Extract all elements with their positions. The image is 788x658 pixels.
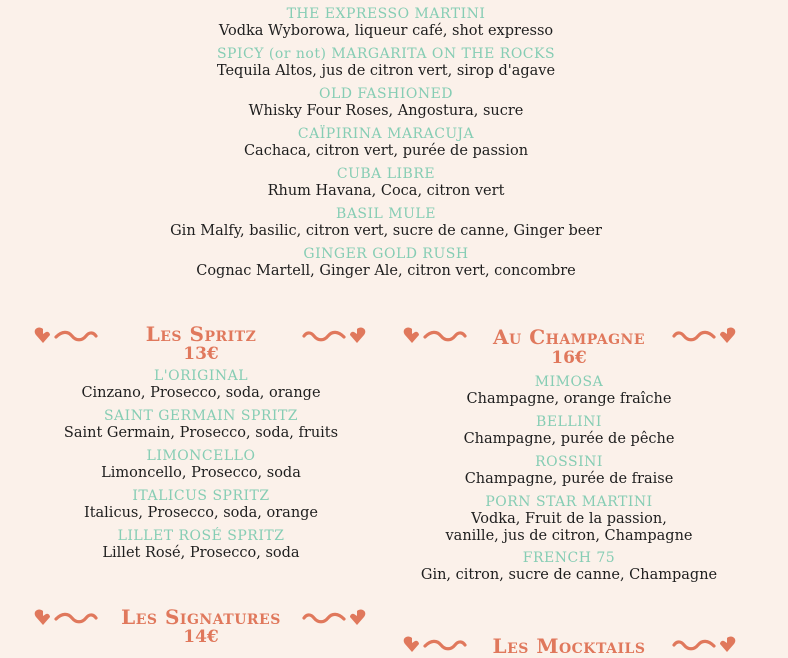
- item-name: ROSSINI: [535, 454, 603, 470]
- item-description: Lillet Rosé, Prosecco, soda: [102, 545, 300, 561]
- menu-item: [0, 46, 772, 80]
- item-description-line2: vanille, jus de citron, Champagne: [445, 528, 693, 544]
- item-description: Cinzano, Prosecco, soda, orange: [81, 385, 321, 401]
- item-description: Cachaca, citron vert, purée de passion: [243, 143, 529, 159]
- menu-item: [0, 6, 772, 40]
- menu-item: [398, 454, 740, 488]
- item-description: Italicus, Prosecco, soda, orange: [83, 505, 319, 521]
- item-description: Whisky Four Roses, Angostura, sucre: [248, 103, 524, 119]
- item-description: Champagne, orange fraîche: [466, 391, 672, 407]
- section-price-champagne: 16€: [551, 348, 587, 368]
- menu-item: [398, 550, 740, 584]
- item-description: Tequila Altos, jus de citron vert, sirop d'agave: [216, 63, 556, 79]
- item-name: BELLINI: [536, 414, 602, 430]
- item-description: Gin, citron, sucre de canne, Champagne: [420, 567, 718, 583]
- item-description: Vodka, Fruit de la passion,: [471, 511, 667, 527]
- section-title-mocktails: Les Mocktails: [492, 634, 646, 658]
- section-price-spritz: 13€: [183, 344, 219, 364]
- item-name: MIMOSA: [534, 374, 604, 390]
- section-title-champagne: Au Champagne: [493, 325, 645, 349]
- item-description: Saint Germain, Prosecco, soda, fruits: [63, 425, 339, 441]
- item-description: Rhum Havana, Coca, citron vert: [267, 183, 505, 199]
- section-title-spritz: Les Spritz: [145, 322, 257, 346]
- menu-item: [31, 528, 371, 562]
- item-name: BASIL MULE: [336, 206, 436, 222]
- section-price-signatures: 14€: [183, 627, 219, 647]
- item-name: SAINT GERMAIN SPRITZ: [103, 408, 299, 424]
- item-description: Champagne, purée de pêche: [463, 431, 675, 447]
- item-description: Champagne, purée de fraise: [464, 471, 674, 487]
- menu-item: [31, 408, 371, 442]
- item-name: ITALICUS SPRITZ: [132, 488, 270, 504]
- item-name: L'ORIGINAL: [153, 368, 249, 384]
- menu-item: [398, 414, 740, 448]
- item-name: SPICY (or not) MARGARITA ON THE ROCKS: [216, 46, 556, 62]
- menu-item: [398, 494, 740, 545]
- item-description: Gin Malfy, basilic, citron vert, sucre de canne, Ginger beer: [170, 223, 602, 239]
- item-name: LIMONCELLO: [146, 448, 256, 464]
- menu-item: [398, 374, 740, 408]
- menu-item: [0, 206, 772, 240]
- item-name: THE EXPRESSO MARTINI: [286, 6, 486, 22]
- menu-item: [0, 246, 772, 280]
- menu-item: [0, 86, 772, 120]
- item-name: FRENCH 75: [522, 550, 616, 566]
- item-description: Cognac Martell, Ginger Ale, citron vert, concombre: [196, 263, 576, 279]
- item-description: Vodka Wyborowa, liqueur café, shot expresso: [218, 23, 554, 39]
- menu-item: [31, 448, 371, 482]
- item-name: CUBA LIBRE: [336, 166, 436, 182]
- menu-item: [31, 488, 371, 522]
- item-name: PORN STAR MARTINI: [485, 494, 653, 510]
- item-name: GINGER GOLD RUSH: [303, 246, 469, 262]
- menu-item: [0, 126, 772, 160]
- menu-item: [0, 166, 772, 200]
- item-description: Limoncello, Prosecco, soda: [101, 465, 301, 481]
- item-name: LILLET ROSÉ SPRITZ: [117, 528, 285, 544]
- item-name: OLD FASHIONED: [318, 86, 454, 102]
- item-name: CAÏPIRINA MARACUJA: [297, 126, 475, 142]
- menu-item: [31, 368, 371, 402]
- section-title-signatures: Les Signatures: [121, 605, 281, 629]
